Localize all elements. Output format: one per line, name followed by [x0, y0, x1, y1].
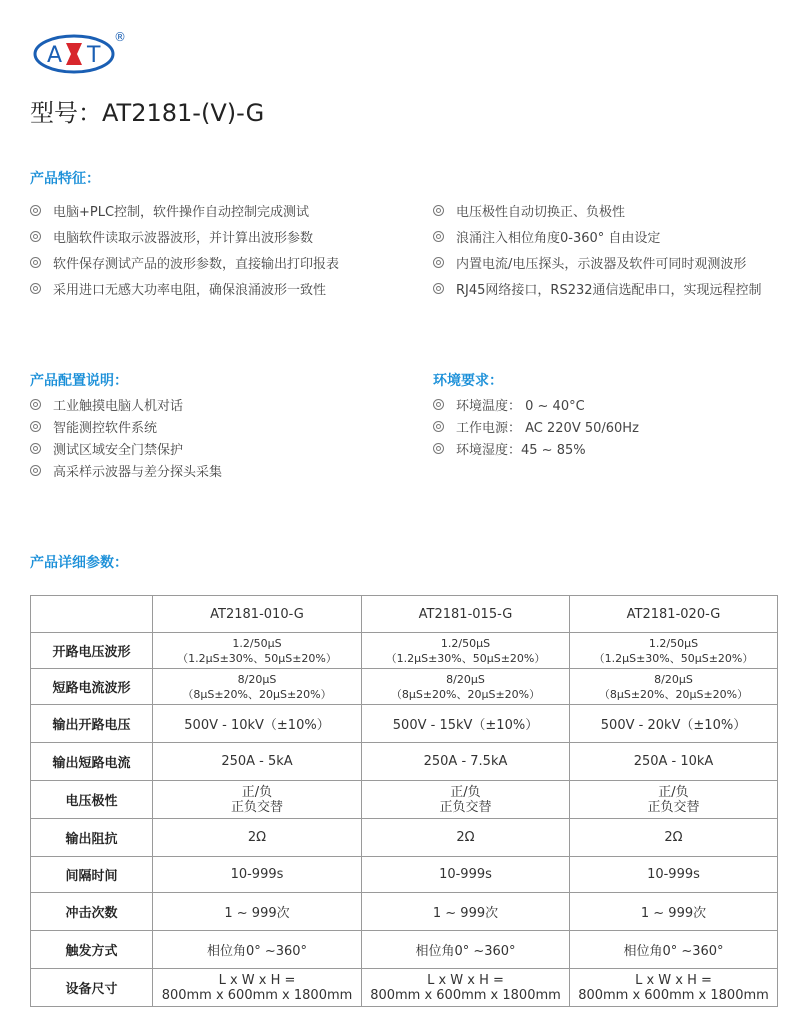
double-circle-bullet-icon	[30, 421, 41, 432]
list-item: 采用进口无感大功率电阻，确保浪涌波形一致性	[30, 275, 339, 301]
table-cell: 10-999s	[153, 857, 362, 893]
table-cell: L x W x H = 800mm x 600mm x 1800mm	[153, 969, 362, 1007]
brand-logo	[33, 34, 115, 74]
features-list-right	[433, 197, 762, 301]
table-cell: 8/20µS （8µS±20%、20µS±20%）	[153, 669, 362, 705]
table-row	[31, 743, 778, 781]
double-circle-bullet-icon	[30, 283, 41, 294]
table-cell: 正/负 正负交替	[362, 781, 570, 819]
column-header: AT2181-015-G	[362, 596, 570, 633]
list-item: 环境湿度：45 ~ 85%	[433, 437, 639, 459]
table-cell: 1 ~ 999次	[153, 893, 362, 931]
row-label: 间隔时间	[31, 857, 153, 893]
table-cell: 500V - 20kV（±10%）	[570, 705, 778, 743]
params-table	[30, 595, 778, 1007]
table-cell: 10-999s	[362, 857, 570, 893]
table-cell: 1 ~ 999次	[362, 893, 570, 931]
table-header-row	[31, 596, 778, 633]
list-item: RJ45网络接口，RS232通信选配串口，实现远程控制	[433, 275, 762, 301]
table-row	[31, 781, 778, 819]
column-header: AT2181-020-G	[570, 596, 778, 633]
list-item: 电脑+PLC控制，软件操作自动控制完成测试	[30, 197, 339, 223]
double-circle-bullet-icon	[433, 205, 444, 216]
table-row	[31, 893, 778, 931]
list-item: 工业触摸电脑人机对话	[30, 393, 222, 415]
table-cell: 正/负 正负交替	[153, 781, 362, 819]
table-cell: 2Ω	[362, 819, 570, 857]
double-circle-bullet-icon	[30, 231, 41, 242]
list-item: 智能测控软件系统	[30, 415, 222, 437]
features-title: 产品特征：	[30, 171, 100, 187]
svg-text:A: A	[47, 43, 63, 68]
table-cell: 8/20µS （8µS±20%、20µS±20%）	[362, 669, 570, 705]
header-corner-cell	[31, 596, 153, 633]
table-cell: 2Ω	[153, 819, 362, 857]
list-item: 软件保存测试产品的波形参数，直接输出打印报表	[30, 249, 339, 275]
config-list	[30, 393, 222, 481]
config-title: 产品配置说明：	[30, 373, 128, 389]
table-cell: 1.2/50µS （1.2µS±30%、50µS±20%）	[153, 633, 362, 669]
list-item: 测试区域安全门禁保护	[30, 437, 222, 459]
table-cell: 10-999s	[570, 857, 778, 893]
table-cell: 相位角0° ~360°	[362, 931, 570, 969]
row-label: 电压极性	[31, 781, 153, 819]
table-cell: 1.2/50µS （1.2µS±30%、50µS±20%）	[570, 633, 778, 669]
table-row	[31, 819, 778, 857]
table-row	[31, 633, 778, 669]
table-row	[31, 857, 778, 893]
double-circle-bullet-icon	[30, 399, 41, 410]
list-item: 浪涌注入相位角度0-360° 自由设定	[433, 223, 762, 249]
double-circle-bullet-icon	[433, 231, 444, 242]
row-label: 触发方式	[31, 931, 153, 969]
registered-mark: ®	[114, 30, 126, 44]
table-cell: 2Ω	[570, 819, 778, 857]
table-cell: 8/20µS （8µS±20%、20µS±20%）	[570, 669, 778, 705]
double-circle-bullet-icon	[30, 443, 41, 454]
column-header: AT2181-010-G	[153, 596, 362, 633]
table-cell: 500V - 10kV（±10%）	[153, 705, 362, 743]
row-label: 短路电流波形	[31, 669, 153, 705]
table-cell: 相位角0° ~360°	[570, 931, 778, 969]
table-cell: 250A - 5kA	[153, 743, 362, 781]
table-cell: 1 ~ 999次	[570, 893, 778, 931]
table-row	[31, 705, 778, 743]
list-item: 内置电流/电压探头，示波器及软件可同时观测波形	[433, 249, 762, 275]
environment-title: 环境要求：	[433, 373, 503, 389]
table-cell: L x W x H = 800mm x 600mm x 1800mm	[570, 969, 778, 1007]
table-cell: 250A - 7.5kA	[362, 743, 570, 781]
model-title: 型号：AT2181-(V)-G	[30, 99, 265, 127]
table-cell: 相位角0° ~360°	[153, 931, 362, 969]
table-cell: L x W x H = 800mm x 600mm x 1800mm	[362, 969, 570, 1007]
params-title: 产品详细参数：	[30, 555, 128, 571]
double-circle-bullet-icon	[433, 283, 444, 294]
list-item: 环境温度： 0 ~ 40°C	[433, 393, 639, 415]
double-circle-bullet-icon	[30, 465, 41, 476]
row-label: 输出阻抗	[31, 819, 153, 857]
row-label: 输出开路电压	[31, 705, 153, 743]
table-cell: 250A - 10kA	[570, 743, 778, 781]
double-circle-bullet-icon	[30, 205, 41, 216]
table-cell: 500V - 15kV（±10%）	[362, 705, 570, 743]
table-row	[31, 969, 778, 1007]
double-circle-bullet-icon	[433, 421, 444, 432]
double-circle-bullet-icon	[433, 443, 444, 454]
features-list-left	[30, 197, 339, 301]
row-label: 输出短路电流	[31, 743, 153, 781]
table-row	[31, 669, 778, 705]
double-circle-bullet-icon	[30, 257, 41, 268]
row-label: 设备尺寸	[31, 969, 153, 1007]
table-cell: 正/负 正负交替	[570, 781, 778, 819]
list-item: 电脑软件读取示波器波形，并计算出波形参数	[30, 223, 339, 249]
double-circle-bullet-icon	[433, 399, 444, 410]
table-row	[31, 931, 778, 969]
list-item: 电压极性自动切换正、负极性	[433, 197, 762, 223]
list-item: 高采样示波器与差分探头采集	[30, 459, 222, 481]
table-cell: 1.2/50µS （1.2µS±30%、50µS±20%）	[362, 633, 570, 669]
svg-text:T: T	[87, 43, 101, 68]
list-item: 工作电源： AC 220V 50/60Hz	[433, 415, 639, 437]
double-circle-bullet-icon	[433, 257, 444, 268]
environment-list	[433, 393, 639, 459]
row-label: 冲击次数	[31, 893, 153, 931]
row-label: 开路电压波形	[31, 633, 153, 669]
